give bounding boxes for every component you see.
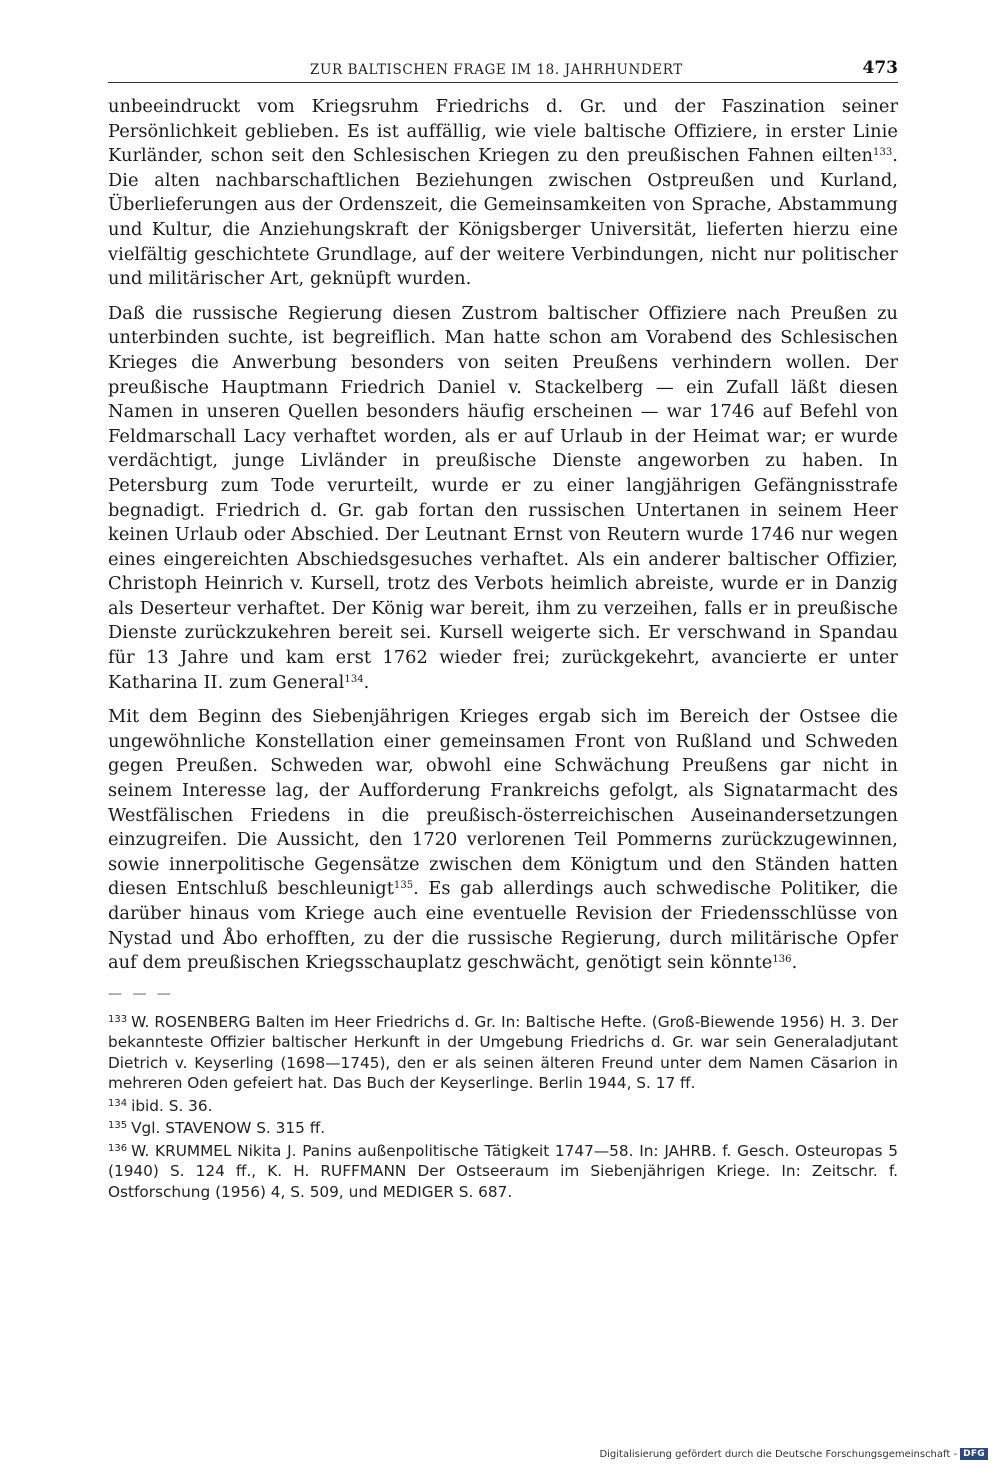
running-head — [108, 54, 898, 83]
footnote-marker: 136 — [772, 954, 792, 966]
footnote — [108, 1116, 898, 1139]
page-number: 473 — [862, 58, 898, 78]
body-text — [108, 95, 898, 976]
paragraph — [108, 302, 898, 696]
footnote-text: Vgl. STAVENOW S. 315 ff. — [131, 1119, 326, 1138]
text-run: . Es gab allerdings auch schwedische Politiker, die darüber hinaus vom Kriege auch eine eventuelle Revision der Friedensschlüsse von Nystad und Åbo erhofften, zu der die russische Regierung, durch militärische Opfer auf dem preußischen Kriegsschauplatz geschwächt, genötigt sein könnte — [108, 878, 898, 974]
footnote-text: W. ROSENBERG Balten im Heer Friedrichs d. Gr. In: Baltische Hefte. (Groß-Biewende 1956) H. 3. Der bekannteste Offizier baltischer Herkunft in der Umgebung Friedrichs d. Gr. war sein Generaladjutant Dietrich v. Keyserling (1698—1745), den er als seinen älteren Freund unter dem Namen Cäsarion in mehreren Oden gefeiert hat. Das Buch der Keyserlinge. Berlin 1944, S. 17 ff. — [108, 1012, 898, 1093]
text-run: unbeeindruckt vom Kriegsruhm Friedrichs d. Gr. und der Faszination seiner Persönlichkeit geblieben. Es ist auffällig, wie viele baltische Offiziere, in erster Linie Kurländer, schon seit den Schlesischen Kriegen zu den preußischen Fahnen eilten — [108, 96, 898, 167]
footnote-number: 136 — [108, 1142, 128, 1154]
dfg-logo: DFG — [960, 1448, 988, 1460]
paragraph — [108, 95, 898, 292]
footnotes — [108, 1010, 898, 1203]
footnote-number: 134 — [108, 1097, 128, 1109]
text-run: Daß die russische Regierung diesen Zustrom baltischer Offiziere nach Preußen zu unterbinden suchte, ist begreiflich. Man hatte schon am Vorabend des Schlesischen Krieges die Anwerbung besonders von seiten Preußens verhindern wollen. Der preußische Hauptmann Friedrich Daniel v. Stackelberg — ein Zufall läßt diesen Namen in unseren Quellen besonders häufig erscheinen — war 1746 auf Befehl von Feldmarschall Lacy verhaftet worden, als er auf Urlaub in der Heimat war; er wurde verdächtigt, junge Livländer in preußische Dienste angeworben zu haben. In Petersburg zum Tode verurteilt, wurde er zu einer langjährigen Gefängnisstrafe begnadigt. Friedrich d. Gr. gab fortan den russischen Untertanen in seinem Heer keinen Urlaub oder Abschied. Der Leutnant Ernst von Reutern wurde 1746 nur wegen eines eingereichten Abschiedsgesuches verhaftet. Als ein anderer baltischer Offizier, Christoph Heinrich v. Kursell, trotz des Verbots heimlich abreiste, wurde er in Danzig als Deserteur verhaftet. Der König war bereit, ihm zu verzeihen, falls er in preußische Dienste zurückzukehren bereit sei. Kursell weigerte sich. Er verschwand in Spandau für 13 Jahre und kam erst 1762 wieder frei; zurückgekehrt, avancierte er unter Katharina II. zum General — [108, 302, 898, 693]
digitization-footer — [599, 1448, 988, 1460]
text-run: . — [363, 671, 370, 693]
footnote-marker: 135 — [393, 880, 414, 892]
footnote-separator: — — — — [108, 985, 174, 1002]
text-run: . — [791, 952, 798, 974]
footnote — [108, 1010, 898, 1094]
text-run: Mit dem Beginn des Siebenjährigen Krieges ergab sich im Bereich der Ostsee die ungewöhnliche Konstellation einer gemeinsamen Front von Rußland und Schweden gegen Preußen. Schweden war, obwohl eine Schwächung Preußens gar nicht in seinem Interesse lag, der Aufforderung Frankreichs gefolgt, als Signatarmacht des Westfälischen Friedens in die preußisch-österreichischen Auseinandersetzungen einzugreifen. Die Aussicht, den 1720 verlorenen Teil Pommerns zurückzugewinnen, sowie innerpolitische Gegensätze zwischen dem Königtum und den Ständen hatten diesen Entschluß beschleunigt — [108, 706, 898, 900]
footnote-number: 135 — [108, 1120, 128, 1132]
footnote — [108, 1094, 898, 1117]
footnote — [108, 1139, 898, 1203]
text-run: . Die alten nachbarschaftlichen Beziehungen zwischen Ostpreußen und Kurland, Überlieferungen aus der Ordenszeit, die Gemeinsamkeiten von Sprache, Abstammung und Kultur, die Anziehungskraft der Königsberger Universität, lieferten hierzu eine vielfältig geschichtete Grundlage, auf der weitere Verbindungen, nicht nur politischer und militärischer Art, geknüpft wurden. — [108, 145, 898, 290]
footer-text: Digitalisierung gefördert durch die Deutsche Forschungsgemeinschaft - — [599, 1448, 958, 1460]
footnote-text: ibid. S. 36. — [131, 1096, 213, 1115]
page — [108, 54, 898, 1202]
footnote-number: 133 — [108, 1013, 128, 1025]
paragraph — [108, 705, 898, 976]
running-title: ZUR BALTISCHEN FRAGE IM 18. JAHRHUNDERT — [310, 62, 683, 78]
footnote-marker: 133 — [873, 147, 893, 159]
footnote-text: W. KRUMMEL Nikita J. Panins außenpolitische Tätigkeit 1747—58. In: JAHRB. f. Gesch. Osteuropas 5 (1940) S. 124 ff., K. H. RUFFMANN Der Ostseeraum im Siebenjährigen Kriege. In: Zeitschr. f. Ostforschung (1956) 4, S. 509, und MEDIGER S. 687. — [108, 1141, 898, 1201]
footnote-marker: 134 — [344, 673, 364, 685]
